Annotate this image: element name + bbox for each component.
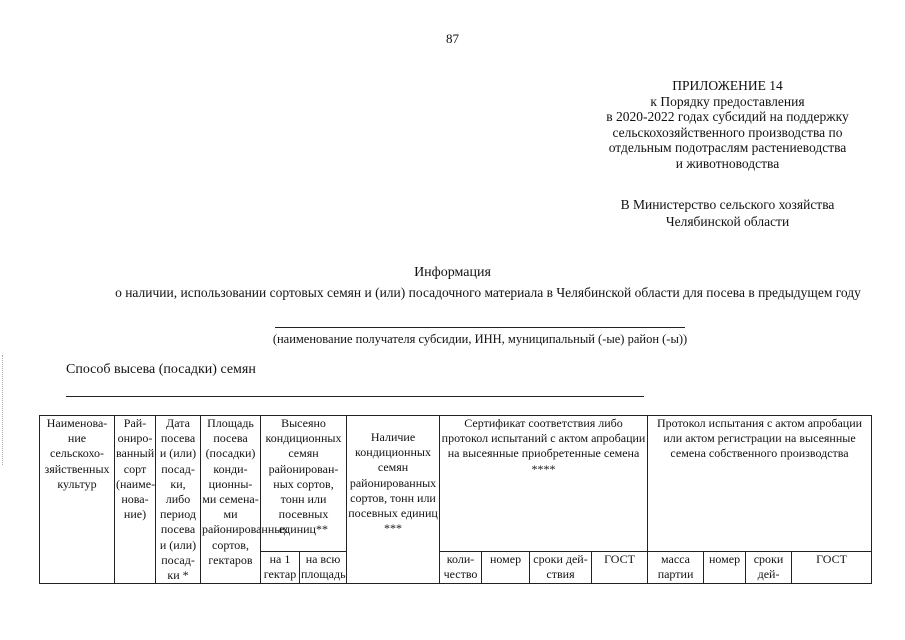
header-variety: Рай-ониро-ванный сорт (наиме-нова-ние) [115, 416, 156, 584]
addressee-block [560, 197, 895, 230]
addressee-line: В Министерство сельского хозяйства [620, 197, 835, 212]
header-crop: Наименова-ние сельскохо-зяйственных культур [40, 416, 115, 584]
header-certificate: Сертификат соответствия либо протокол испытаний с актом апробации на высеянные приобретенные семена **** [440, 416, 648, 552]
document-subtitle: о наличии, использовании сортовых семян и (или) посадочного материала в Челябинской области для посева в предыдущем году [115, 285, 861, 300]
header-sown-per-hectare: на 1 гектар [261, 551, 300, 584]
header-sown-total-area: на всю площадь [300, 551, 347, 584]
appendix-line: отдельным подотраслям растениеводства [608, 140, 847, 156]
header-sowing-date: Дата посева и (или) посад-ки, либо период посева и (или) посад-ки * [156, 416, 201, 584]
header-cert-number: номер [482, 551, 530, 584]
recipient-caption: (наименование получателя субсидии, ИНН, муниципальный (-ые) район (-ы)) [272, 332, 688, 346]
appendix-title: ПРИЛОЖЕНИЕ 14 [672, 78, 783, 93]
appendix-line: сельскохозяйственного производства по [612, 124, 843, 140]
header-protocol: Протокол испытания с актом апробации или актом регистрации на высеянные семена собственного производства [648, 416, 872, 552]
header-seed-availability: Наличие кондиционных семян районированных сортов, тонн или посевных единиц *** [347, 416, 440, 584]
recipient-blank-line [275, 327, 685, 328]
appendix-line: в 2020-2022 годах субсидий на поддержку [606, 109, 849, 125]
header-cert-quantity: коли-чество [440, 551, 482, 584]
page-number: 87 [446, 31, 459, 46]
seed-info-table [39, 415, 872, 584]
header-protocol-validity: сроки дей- [746, 551, 792, 584]
header-protocol-gost: ГОСТ [792, 551, 872, 584]
document-title: Информация [414, 265, 491, 280]
sowing-method-label: Способ высева (посадки) семян [66, 362, 256, 377]
header-sown-seeds: Высеяно кондиционных семян районирован-ных сортов, тонн или посевных единиц** [261, 416, 347, 552]
header-protocol-number: номер [704, 551, 746, 584]
appendix-line: и животноводства [675, 155, 780, 171]
header-protocol-batch-mass: масса партии [648, 551, 704, 584]
header-cert-gost: ГОСТ [592, 551, 648, 584]
header-cert-validity: сроки дей-ствия [530, 551, 592, 584]
appendix-block [560, 78, 895, 172]
addressee-line: Челябинской области [665, 213, 790, 229]
header-area: Площадь посева (посадки) конди-ционны-ми семена-ми районированных сортов, гектаров [201, 416, 261, 584]
appendix-line: к Порядку предоставления [650, 93, 805, 109]
scan-margin-mark [2, 355, 4, 465]
sowing-method-blank-line [66, 396, 644, 397]
